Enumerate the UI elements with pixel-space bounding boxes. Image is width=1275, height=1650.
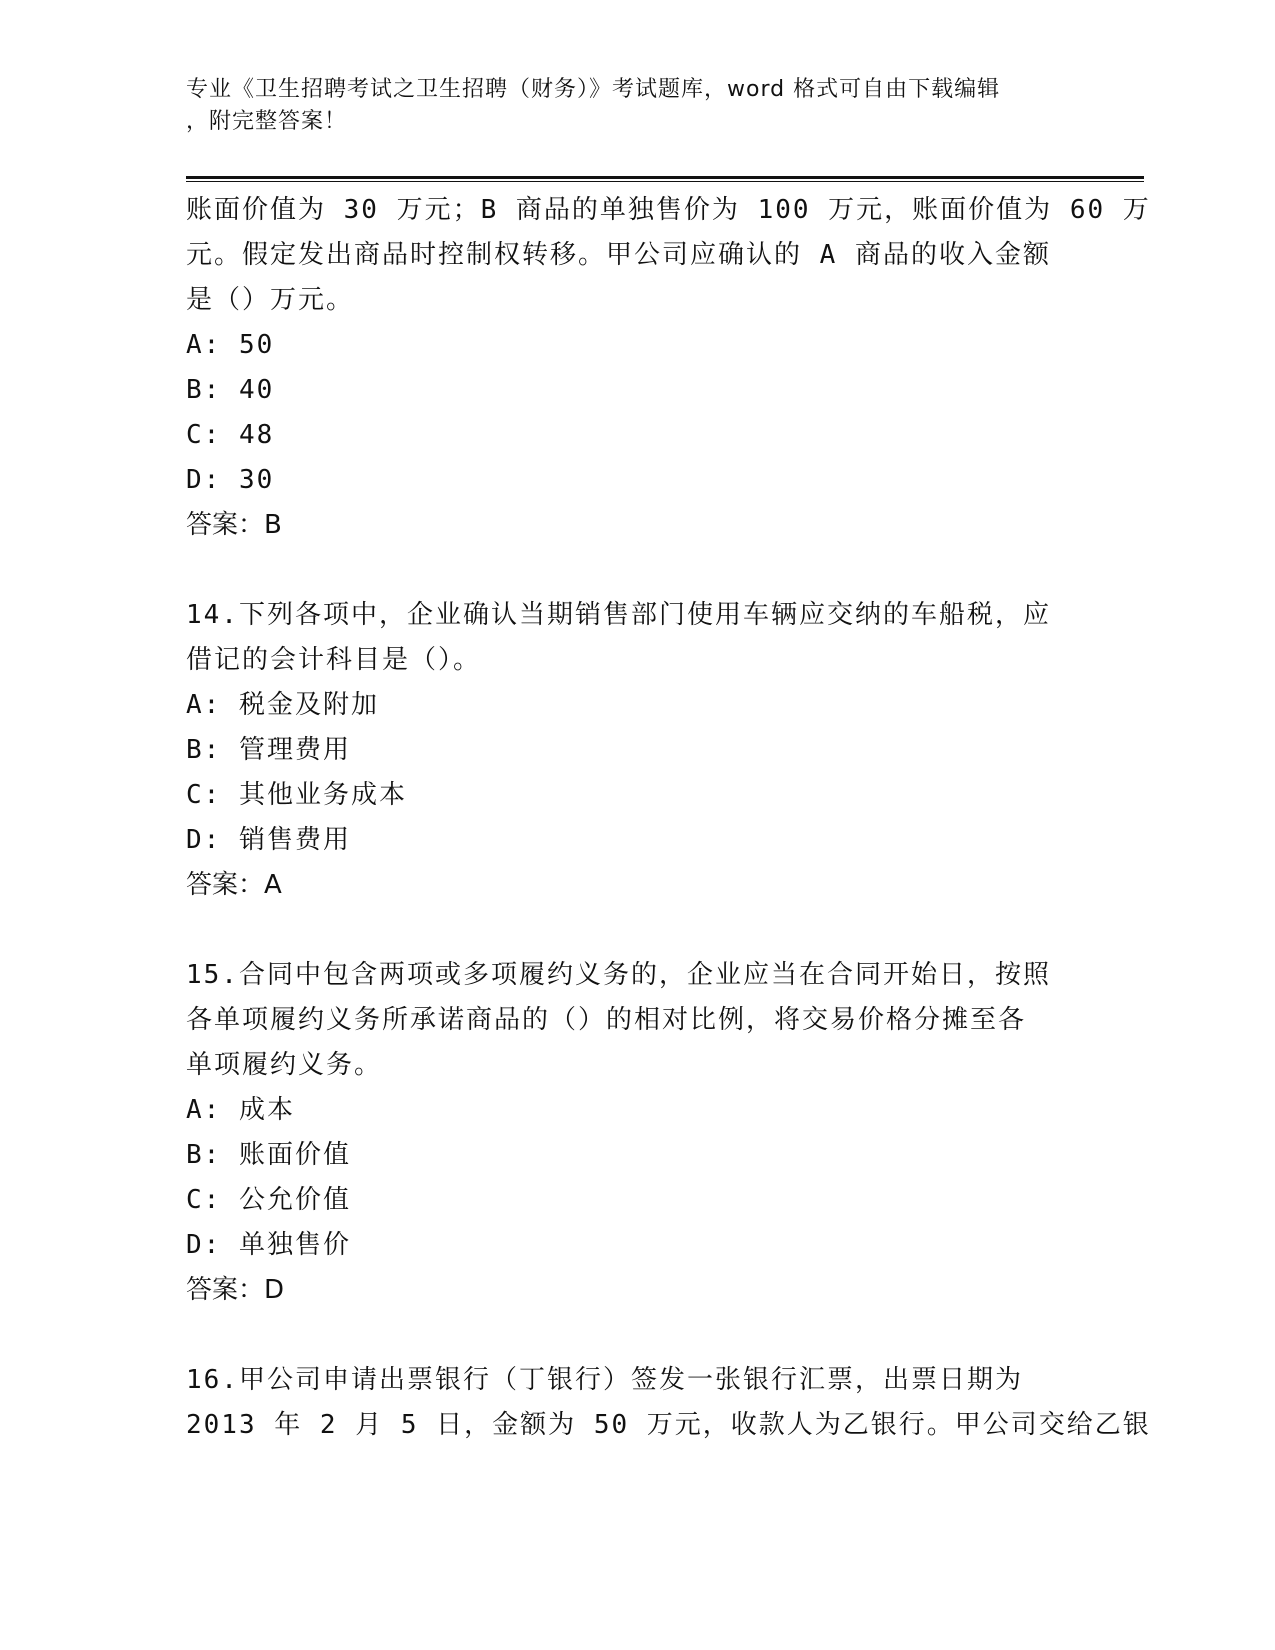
question-15 bbox=[186, 953, 1076, 1313]
question-text-line: 14.下列各项中，企业确认当期销售部门使用车辆应交纳的车船税，应 bbox=[186, 600, 1051, 630]
question-text-line: 元。假定发出商品时控制权转移。甲公司应确认的 A 商品的收入金额 bbox=[186, 240, 1051, 270]
header-rule-thin bbox=[186, 181, 1144, 182]
question-text-line: 16.甲公司申请出票银行（丁银行）签发一张银行汇票，出票日期为 bbox=[186, 1365, 1023, 1395]
question-text-line: 单项履约义务。 bbox=[186, 1050, 383, 1080]
page-header bbox=[186, 74, 1086, 138]
option-b: B: 账面价值 bbox=[186, 1140, 351, 1170]
option-b: B: 管理费用 bbox=[186, 735, 351, 765]
option-a: A: 50 bbox=[186, 330, 275, 360]
answer-line: 答案：B bbox=[186, 510, 282, 540]
block-spacer bbox=[186, 548, 1076, 593]
option-a: A: 成本 bbox=[186, 1095, 295, 1125]
question-text-line: 借记的会计科目是（）。 bbox=[186, 645, 482, 675]
option-c: C: 其他业务成本 bbox=[186, 780, 407, 810]
option-d: D: 销售费用 bbox=[186, 825, 351, 855]
option-b: B: 40 bbox=[186, 375, 275, 405]
header-rule-thick bbox=[186, 176, 1144, 179]
question-text-line: 15.合同中包含两项或多项履约义务的，企业应当在合同开始日，按照 bbox=[186, 960, 1051, 990]
question-text-line: 账面价值为 30 万元；B 商品的单独售价为 100 万元，账面价值为 60 万 bbox=[186, 195, 1151, 225]
block-spacer bbox=[186, 908, 1076, 953]
answer-line: 答案：D bbox=[186, 1275, 285, 1305]
question-text-line: 是（）万元。 bbox=[186, 285, 355, 315]
option-c: C: 48 bbox=[186, 420, 275, 450]
question-13-continuation bbox=[186, 188, 1151, 548]
header-line-1: 专业《卫生招聘考试之卫生招聘（财务）》考试题库，word 格式可自由下载编辑 bbox=[186, 77, 1001, 102]
question-16 bbox=[186, 1358, 1151, 1448]
answer-line: 答案：A bbox=[186, 870, 282, 900]
question-14 bbox=[186, 593, 1076, 908]
header-line-2: ，附完整答案！ bbox=[186, 109, 348, 134]
option-d: D: 单独售价 bbox=[186, 1230, 351, 1260]
block-spacer bbox=[186, 1313, 1076, 1358]
option-d: D: 30 bbox=[186, 465, 275, 495]
question-text-line: 2013 年 2 月 5 日，金额为 50 万元，收款人为乙银行。甲公司交给乙银 bbox=[186, 1410, 1151, 1440]
option-c: C: 公允价值 bbox=[186, 1185, 351, 1215]
option-a: A: 税金及附加 bbox=[186, 690, 379, 720]
document-body bbox=[186, 188, 1151, 1448]
question-text-line: 各单项履约义务所承诺商品的（）的相对比例，将交易价格分摊至各 bbox=[186, 1005, 1027, 1035]
